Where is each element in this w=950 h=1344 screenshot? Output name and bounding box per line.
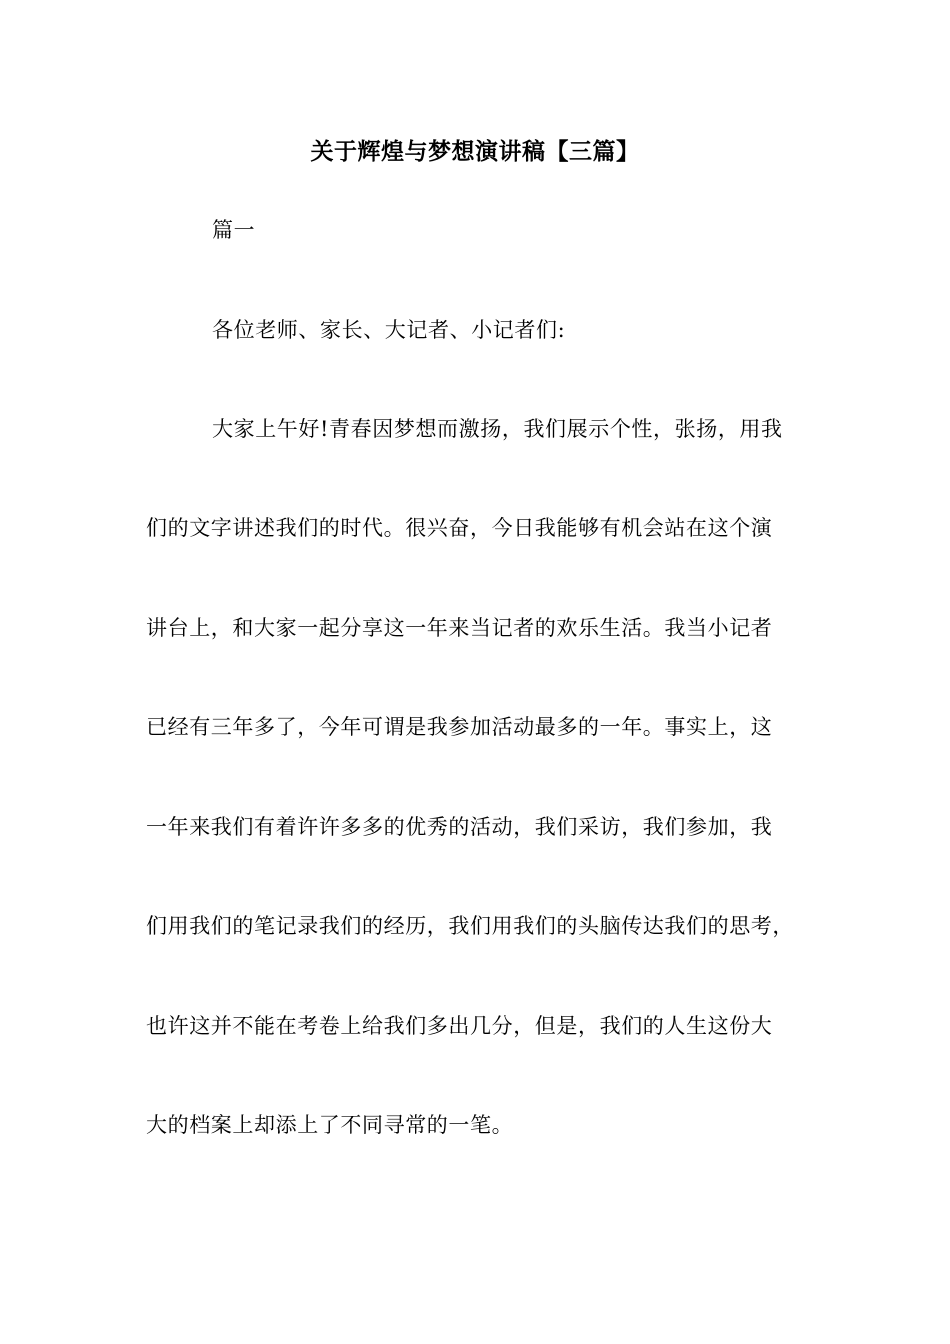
section-heading: 篇一 <box>212 218 256 242</box>
paragraph-line: 已经有三年多了，今年可谓是我参加活动最多的一年。事实上，这 <box>146 715 773 739</box>
salutation: 各位老师、家长、大记者、小记者们: <box>212 318 566 342</box>
paragraph-line: 也许这并不能在考卷上给我们多出几分，但是，我们的人生这份大 <box>146 1014 773 1038</box>
paragraph-line: 大的档案上却添上了不同寻常的一笔。 <box>146 1113 514 1137</box>
paragraph-line: 讲台上，和大家一起分享这一年来当记者的欢乐生活。我当小记者 <box>146 616 773 640</box>
paragraph-line: 大家上午好!青春因梦想而激扬，我们展示个性，张扬，用我 <box>212 417 783 441</box>
paragraph-line: 们用我们的笔记录我们的经历，我们用我们的头脑传达我们的思考， <box>146 914 794 938</box>
paragraph-line: 一年来我们有着许许多多的优秀的活动，我们采访，我们参加，我 <box>146 815 773 839</box>
paragraph-line: 们的文字讲述我们的时代。很兴奋，今日我能够有机会站在这个演 <box>146 516 773 540</box>
document-title: 关于辉煌与梦想演讲稿【三篇】 <box>310 138 640 165</box>
